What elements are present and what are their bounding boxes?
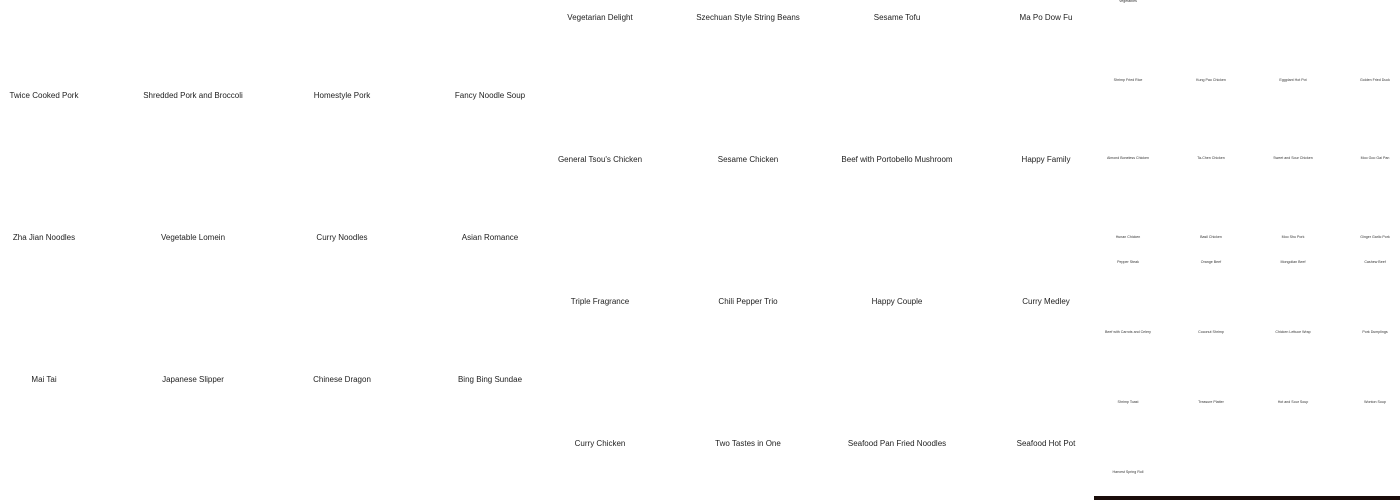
menu-item-label[interactable]: Mongolian Beef xyxy=(1280,260,1306,264)
menu-item-label[interactable]: Happy Couple xyxy=(871,297,923,306)
menu-item-label[interactable]: Two Tastes in One xyxy=(715,439,781,448)
menu-item-label[interactable]: Orange Beef xyxy=(1200,260,1222,264)
menu-item-label[interactable]: Curry Medley xyxy=(1022,297,1070,306)
menu-item-label[interactable]: Hot and Sour Soup xyxy=(1277,400,1309,404)
menu-item-label[interactable]: Pork Dumplings xyxy=(1362,330,1388,334)
menu-item-label[interactable]: Curry Chicken xyxy=(574,439,626,448)
menu-item-label[interactable]: Beef with Portobello Mushroom xyxy=(841,155,953,164)
menu-item-label[interactable]: Cashew Beef xyxy=(1364,260,1386,264)
menu-item-label[interactable]: Beef with Carrots and Celery xyxy=(1105,330,1151,334)
menu-item-label[interactable]: Chinese Dragon xyxy=(313,375,371,384)
menu-item-label[interactable]: Happy Family xyxy=(1021,155,1071,164)
menu-item-label[interactable]: Asian Romance xyxy=(461,233,519,242)
menu-item-label[interactable]: Treasure Platter xyxy=(1198,400,1224,404)
menu-item-label[interactable]: Ta-Chen Chicken xyxy=(1197,156,1225,160)
menu-item-label[interactable]: Moo Goo Gai Pan xyxy=(1360,156,1390,160)
menu-item-label[interactable]: Fancy Noodle Soup xyxy=(454,91,526,100)
menu-item-label[interactable]: Pepper Steak xyxy=(1117,260,1139,264)
menu-item-label[interactable]: Ginger Garlic Pork xyxy=(1360,235,1390,239)
menu-item-label[interactable]: Triple Fragrance xyxy=(570,297,630,306)
menu-item-label[interactable]: Sesame Tofu xyxy=(873,13,921,22)
menu-item-label[interactable]: Zha Jian Noodles xyxy=(12,233,76,242)
menu-item-label[interactable]: Vegetable Lomein xyxy=(160,233,226,242)
menu-item-label[interactable]: Shredded Pork and Broccoli xyxy=(143,91,243,100)
menu-item-label[interactable]: Shrimp Fried Rice xyxy=(1113,78,1143,82)
menu-item-label[interactable]: General Tsou's Chicken xyxy=(557,155,643,164)
menu-item-label[interactable]: Sweet and Sour Chicken xyxy=(1273,156,1313,160)
menu-item-label[interactable]: Sesame Chicken xyxy=(717,155,779,164)
menu-item-label[interactable]: Golden Fried Duck xyxy=(1360,78,1390,82)
menu-item-label[interactable]: Vegetarian Delight xyxy=(567,13,633,22)
menu-item-label[interactable]: Wonton Soup xyxy=(1364,400,1386,404)
menu-item-label[interactable]: Ma Po Dow Fu xyxy=(1019,13,1073,22)
menu-item-label[interactable]: Szechuan Style String Beans xyxy=(696,13,800,22)
menu-item-label[interactable]: Coconut Shrimp xyxy=(1198,330,1224,334)
menu-item-label[interactable]: Twice Cooked Pork xyxy=(9,91,79,100)
menu-item-label[interactable]: Mai Tai xyxy=(31,375,57,384)
menu-item-label[interactable]: Seafood Hot Pot xyxy=(1016,439,1076,448)
menu-item-label[interactable]: Japanese Slipper xyxy=(162,375,224,384)
menu-item-label[interactable]: Seafood Pan Fried Noodles xyxy=(847,439,947,448)
menu-item-label[interactable]: Hunan Chicken xyxy=(1115,235,1141,239)
menu-item-label[interactable]: Almond Boneless Chicken xyxy=(1107,156,1149,160)
menu-item-label[interactable]: Curry Noodles xyxy=(316,233,368,242)
menu-item-label[interactable]: Harvest Spring Roll xyxy=(1112,470,1144,474)
menu-item-label[interactable]: Shrimp Toast xyxy=(1117,400,1139,404)
menu-item-label[interactable]: Basil Chicken xyxy=(1200,235,1222,239)
image-strip xyxy=(1094,496,1400,500)
menu-item-label[interactable]: Chicken Lettuce Wrap xyxy=(1275,330,1311,334)
menu-item-label[interactable]: Moo Shu Pork xyxy=(1281,235,1305,239)
menu-item-label[interactable]: Bing Bing Sundae xyxy=(457,375,523,384)
menu-item-label[interactable]: Kung Pao Chicken xyxy=(1196,78,1226,82)
menu-item-label[interactable]: Homestyle Pork xyxy=(313,91,371,100)
menu-item-label[interactable]: Chili Pepper Trio xyxy=(718,297,778,306)
menu-item-label[interactable]: Vegetables xyxy=(1119,0,1137,3)
menu-item-label[interactable]: Eggplant Hot Pot xyxy=(1279,78,1307,82)
